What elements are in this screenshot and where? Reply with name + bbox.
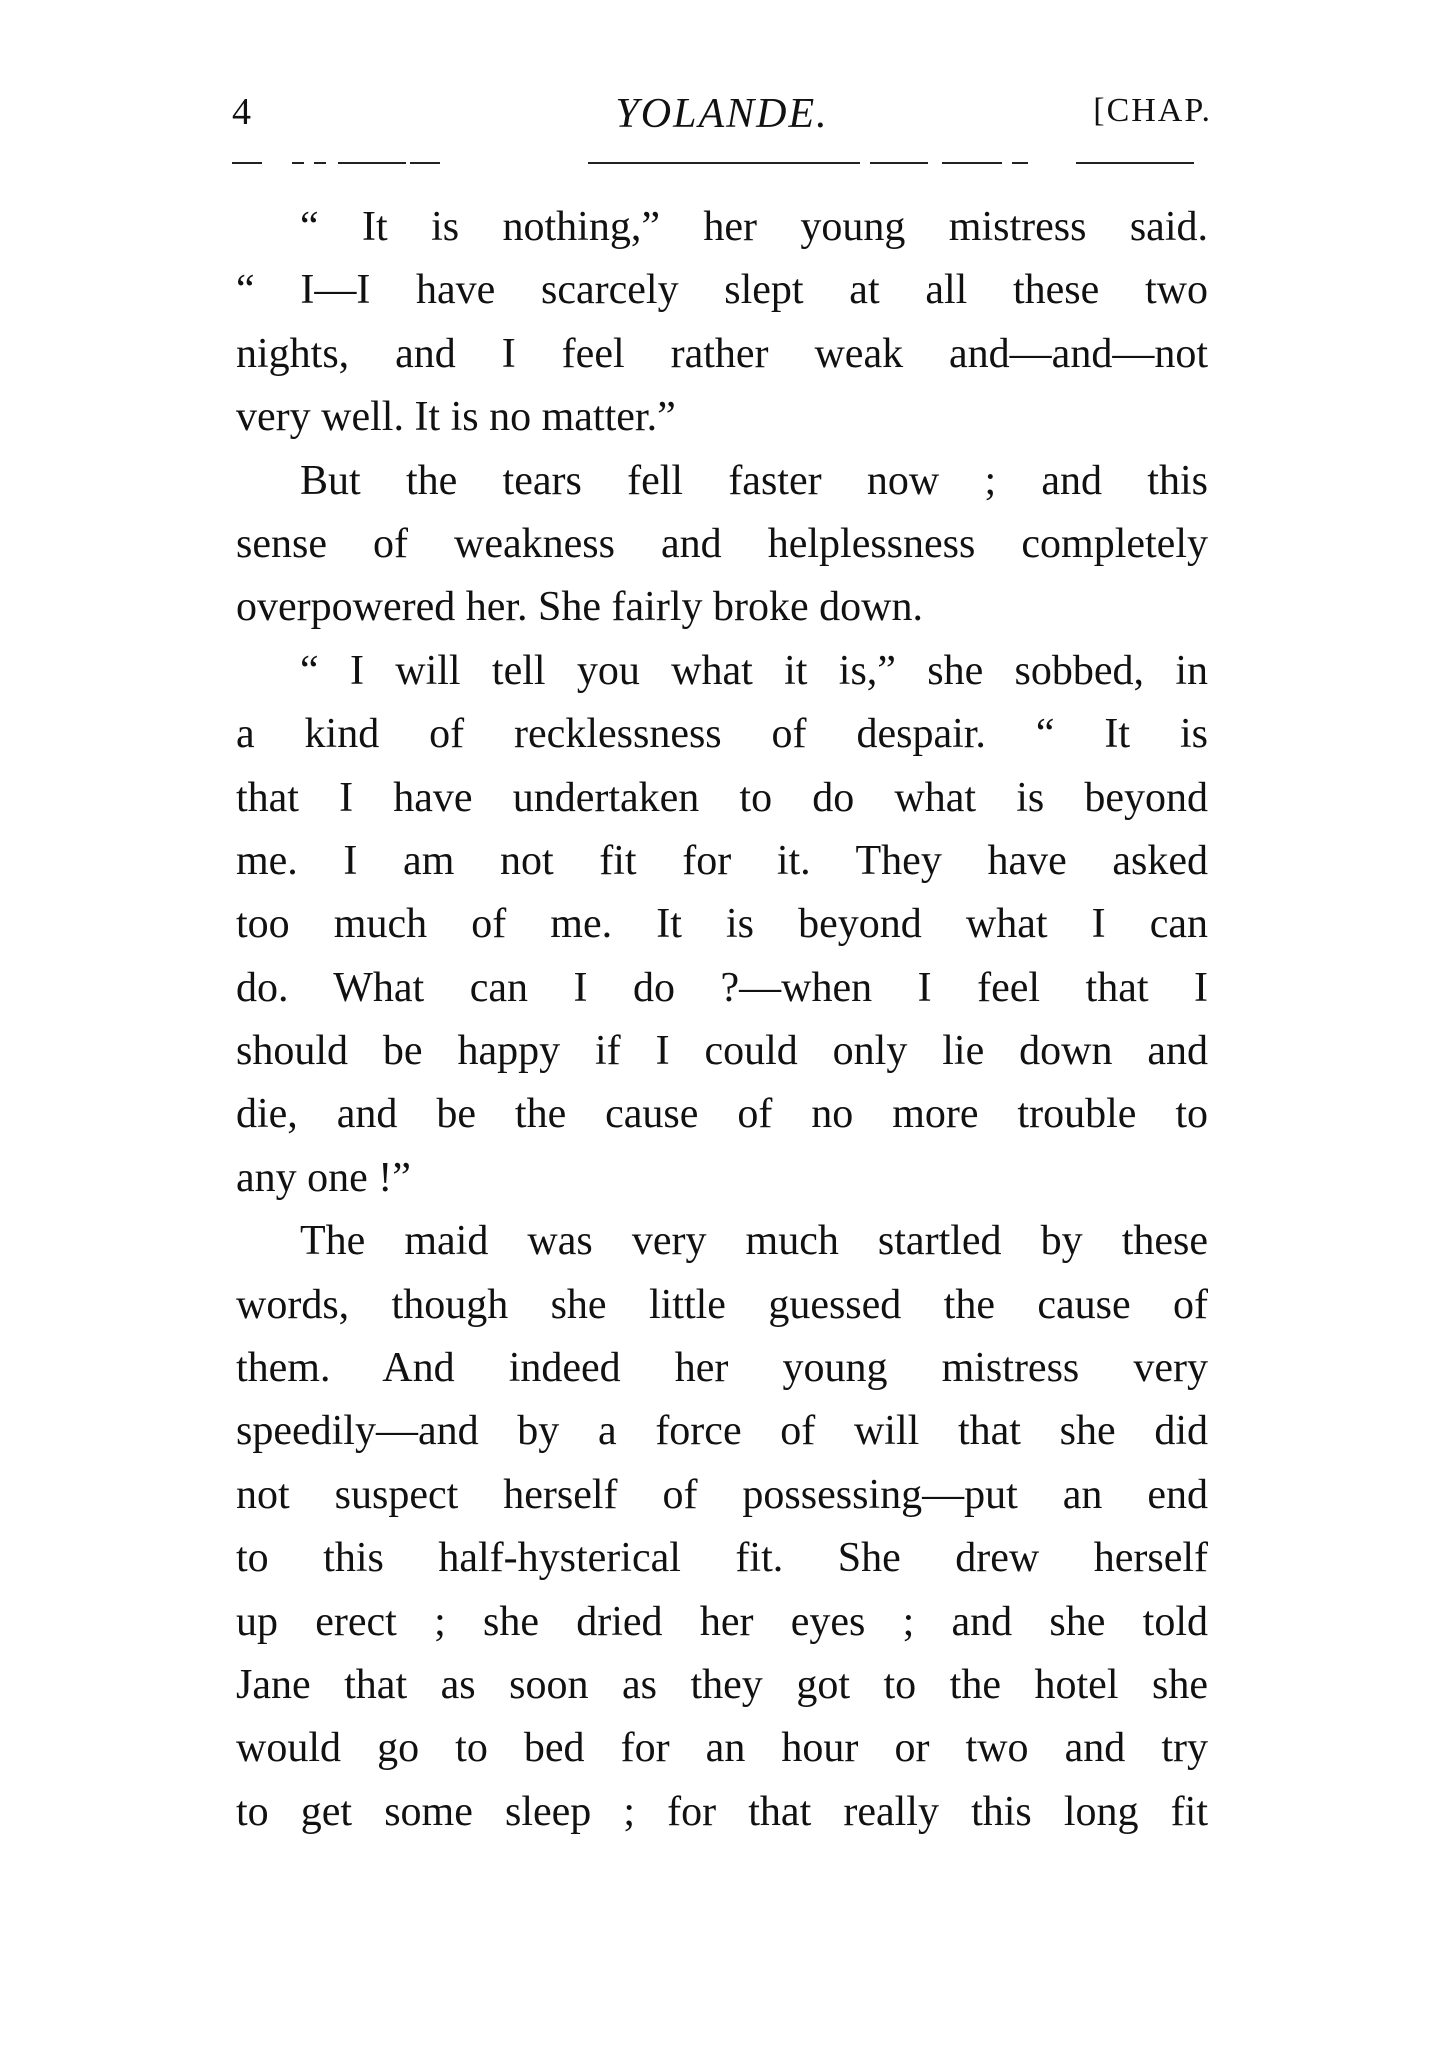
text-line: too much of me. It is beyond what I can (236, 901, 1208, 948)
text-line: any one !” (236, 1154, 411, 1201)
text-line: nights, and I feel rather weak and—and—not (236, 330, 1208, 377)
text-line: me. I am not fit for it. They have asked (236, 837, 1208, 884)
text-line: that I have undertaken to do what is beyond (236, 774, 1208, 821)
running-title: YOLANDE. (615, 91, 829, 137)
header-rule-segment (292, 162, 304, 164)
header-rule-segment (338, 162, 406, 164)
text-line: should be happy if I could only lie down and (236, 1028, 1208, 1075)
chapter-label: [CHAP. (1093, 92, 1212, 129)
text-line: not suspect herself of possessing—put an end (236, 1471, 1208, 1518)
header-rule-segment (314, 162, 326, 164)
text-line: would go to bed for an hour or two and try (236, 1725, 1208, 1772)
text-line: them. And indeed her young mistress very (236, 1345, 1208, 1392)
header-rule-segment (410, 162, 440, 164)
page-number: 4 (232, 91, 251, 133)
header-rule-segment (1076, 162, 1194, 164)
text-line: a kind of recklessness of despair. “ It is (236, 711, 1208, 758)
text-line: words, though she little guessed the cause of (236, 1281, 1208, 1328)
text-line: speedily—and by a force of will that she did (236, 1408, 1208, 1455)
header-rule-segment (588, 162, 860, 164)
text-line: Jane that as soon as they got to the hotel she (236, 1661, 1208, 1708)
header-rule-segment (232, 162, 262, 164)
header-rule-segment (870, 162, 928, 164)
page-header (232, 90, 1212, 150)
text-line: do. What can I do ?—when I feel that I (236, 964, 1208, 1011)
text-line: But the tears fell faster now ; and this (300, 457, 1208, 504)
text-line: to get some sleep ; for that really this long fit (236, 1788, 1208, 1835)
text-line: sense of weakness and helplessness completely (236, 520, 1208, 567)
header-rule-segment (1012, 162, 1028, 164)
text-line: die, and be the cause of no more trouble to (236, 1091, 1208, 1138)
text-line: “ I will tell you what it is,” she sobbed, in (300, 647, 1208, 694)
text-line: “ I—I have scarcely slept at all these two (236, 267, 1208, 314)
text-line: up erect ; she dried her eyes ; and she told (236, 1598, 1208, 1645)
text-line: The maid was very much startled by these (300, 1218, 1208, 1265)
text-line: very well. It is no matter.” (236, 394, 676, 441)
body-text (236, 196, 1208, 1844)
text-line: to this half-hysterical fit. She drew herself (236, 1535, 1208, 1582)
text-line: overpowered her. She fairly broke down. (236, 584, 923, 631)
header-rule-segment (942, 162, 1002, 164)
text-line: “ It is nothing,” her young mistress said. (300, 204, 1208, 250)
